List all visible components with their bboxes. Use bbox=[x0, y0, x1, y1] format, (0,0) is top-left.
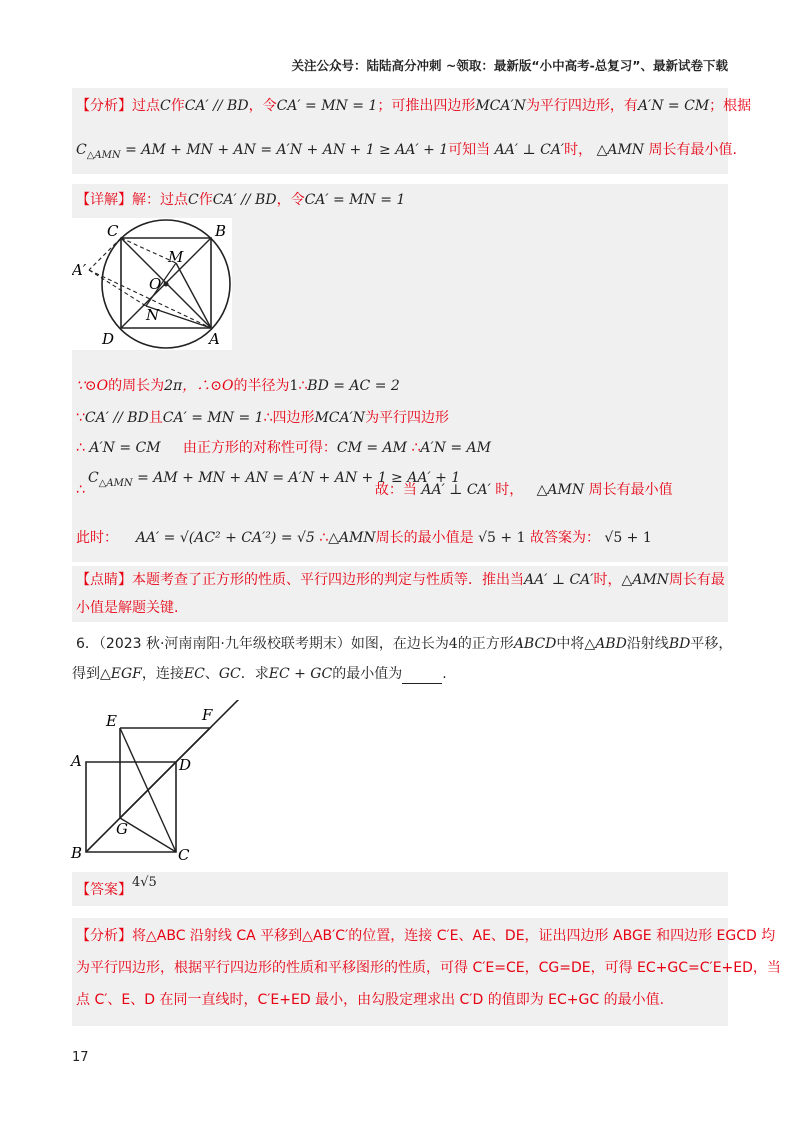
math: C bbox=[76, 142, 87, 158]
text: ；可推出四边形 bbox=[377, 98, 476, 114]
text: ；根据 bbox=[709, 98, 752, 114]
page-number: 17 bbox=[72, 1050, 89, 1065]
math: EC bbox=[183, 666, 205, 682]
comment-block-1 bbox=[72, 566, 728, 622]
answer-value: 4√5 bbox=[132, 875, 157, 890]
translation-square-figure bbox=[68, 700, 258, 865]
text: 故答案为： bbox=[529, 530, 600, 546]
text: ∴ bbox=[319, 530, 329, 546]
text: 时， bbox=[564, 142, 593, 158]
text: 、 bbox=[204, 666, 219, 682]
math: ABCD bbox=[513, 636, 557, 652]
label-C: C bbox=[107, 222, 119, 240]
math: ，∴⊙O bbox=[182, 378, 234, 394]
text: 的周长为 bbox=[108, 378, 165, 394]
math: √5 + 1 bbox=[604, 530, 652, 546]
text: 且 bbox=[148, 410, 163, 426]
analysis-block-6 bbox=[72, 918, 781, 1026]
math: CA′ // BD bbox=[84, 410, 149, 426]
math: A′N = AM bbox=[420, 440, 491, 456]
text: 小值是解题关键. bbox=[76, 600, 179, 616]
analysis-6-line-3: 点 C′、E、D 在同一直线时，C′E+ED 最小，由勾股定理求出 C′D 的值即为 EC+GC 的最小值. bbox=[76, 992, 665, 1008]
math: CA′ = MN = 1 bbox=[162, 410, 264, 426]
text: 由正方形的对称性可得： bbox=[182, 440, 337, 456]
math: BD = AC = 2 bbox=[307, 378, 400, 394]
label-B: B bbox=[71, 844, 83, 862]
math: MCA′N bbox=[314, 410, 366, 426]
math-subscript: △AMN bbox=[98, 477, 133, 489]
text: 平移， bbox=[690, 636, 733, 652]
label-O: O bbox=[149, 275, 162, 293]
label-A-prime: A′ bbox=[72, 261, 87, 279]
math: A′N = CM bbox=[637, 98, 710, 114]
question-6-line-2 bbox=[72, 664, 447, 684]
text: 周长有最 bbox=[668, 572, 725, 588]
answer-blank bbox=[402, 669, 442, 684]
answer-line bbox=[76, 875, 157, 901]
text: ∵ bbox=[76, 410, 85, 426]
math: 1 bbox=[289, 378, 299, 394]
text: ，令 bbox=[276, 192, 305, 208]
text: ∴ bbox=[411, 440, 421, 456]
text: 的最小值为 bbox=[332, 666, 403, 682]
math: △AMN bbox=[328, 530, 376, 546]
math: △EGF bbox=[100, 666, 142, 682]
math: ∵⊙O bbox=[76, 378, 109, 394]
label-D: D bbox=[102, 330, 115, 348]
analysis-6-line-1: 【分析】将△ABC 沿射线 CA 平移到△AB′C′的位置，连接 C′E、AE、DE，证出四边形 ABGE 和四边形 EGCD 均 bbox=[76, 928, 776, 944]
text: 为平行四边形，有 bbox=[525, 98, 638, 114]
text: ．求 bbox=[240, 666, 269, 682]
detail-label: 【详解】解：过点 bbox=[76, 192, 188, 208]
math: √5 + 1 bbox=[478, 530, 526, 546]
text: ，连接 bbox=[141, 666, 184, 682]
circle-square-figure bbox=[72, 218, 232, 350]
math-subscript: △AMN bbox=[86, 149, 121, 161]
text: ∴ bbox=[298, 378, 308, 394]
text: 周长有最小值. bbox=[648, 142, 737, 158]
detail-step-5 bbox=[76, 528, 652, 548]
math: = AM + MN + AN = A′N + AN + 1 ≥ AA′ + 1 bbox=[120, 142, 449, 158]
analysis-line-2 bbox=[76, 140, 737, 166]
math: AA′ = √(AC² + CA′²) = √5 bbox=[135, 530, 315, 546]
text: 的半径为 bbox=[233, 378, 290, 394]
analysis-block-1 bbox=[72, 88, 752, 174]
math: AA′ ⊥ CA′ bbox=[421, 482, 491, 498]
detail-step-1 bbox=[76, 376, 400, 396]
page-header: 关注公众号：陆陆高分冲刺 ~领取：最新版“小中高考-总复习”、最新试卷下载 bbox=[291, 58, 728, 73]
text: 中将 bbox=[556, 636, 585, 652]
math: △AMN bbox=[536, 482, 585, 498]
math: △AMN bbox=[596, 142, 645, 158]
label-E: E bbox=[106, 712, 117, 730]
text: 可知当 bbox=[448, 142, 491, 158]
text: 作 bbox=[170, 98, 185, 114]
math: △ABD bbox=[584, 636, 627, 652]
detail-block-1 bbox=[72, 184, 728, 562]
label-M: M bbox=[168, 248, 184, 266]
text: ∴ bbox=[76, 482, 85, 498]
math: △AMN bbox=[621, 572, 669, 588]
text: 故：当 bbox=[374, 482, 417, 498]
math: AA′ ⊥ CA′ bbox=[494, 142, 565, 158]
analysis-line-1 bbox=[76, 96, 751, 116]
analysis-6-line-2: 为平行四边形，根据平行四边形的性质和平移图形的性质，可得 C′E=CE，CG=DE，可得 EC+GC=C′E+ED，当 bbox=[76, 960, 781, 976]
text: 沿射线 bbox=[626, 636, 669, 652]
math: CA′ = MN = 1 bbox=[276, 98, 378, 114]
label-D: D bbox=[179, 756, 192, 774]
text: 得到 bbox=[72, 666, 100, 682]
analysis-label: 【分析】过点 bbox=[76, 98, 160, 114]
math: C bbox=[160, 98, 171, 114]
text: ∴ bbox=[76, 440, 85, 456]
math: = AM + MN + AN = A′N + AN + 1 ≥ AA′ + 1 bbox=[132, 470, 461, 486]
math: CA′ // BD bbox=[184, 98, 249, 114]
text: 【点睛】本题考查了正方形的性质、平行四边形的判定与性质等．推出当 bbox=[76, 572, 524, 588]
text: 作 bbox=[198, 192, 213, 208]
math: MCA′N bbox=[475, 98, 526, 114]
comment-line-2 bbox=[76, 598, 178, 618]
math: 2π bbox=[164, 378, 183, 394]
label-G: G bbox=[116, 820, 128, 838]
comment-line-1 bbox=[76, 570, 725, 590]
label-N: N bbox=[146, 306, 160, 324]
math: CA′ // BD bbox=[212, 192, 277, 208]
answer-block-6 bbox=[72, 872, 728, 906]
text: ∴四边形 bbox=[263, 410, 315, 426]
math: CA′ = MN = 1 bbox=[304, 192, 406, 208]
detail-step-3 bbox=[76, 438, 491, 458]
text: 为平行四边形 bbox=[365, 410, 450, 426]
label-C: C bbox=[178, 846, 190, 864]
math: 4 bbox=[448, 636, 458, 652]
text: 6．（2023 秋·河南南阳·九年级校联考期末）如图，在边长为 bbox=[76, 636, 449, 652]
text: 此时： bbox=[76, 530, 118, 546]
question-6-line-1 bbox=[76, 634, 732, 654]
text: 的正方形 bbox=[457, 636, 514, 652]
detail-line-1 bbox=[76, 190, 405, 210]
text: 时， bbox=[593, 572, 622, 588]
math: C bbox=[88, 470, 99, 486]
text: 时， bbox=[495, 482, 524, 498]
math: A′N = CM bbox=[89, 440, 161, 456]
math: GC bbox=[218, 666, 241, 682]
math: C bbox=[188, 192, 199, 208]
detail-step-2 bbox=[76, 408, 449, 428]
math: EC + GC bbox=[268, 666, 333, 682]
text: 周长的最小值是 bbox=[375, 530, 474, 546]
math: AA′ ⊥ CA′ bbox=[524, 572, 594, 588]
math: BD bbox=[668, 636, 691, 652]
label-F: F bbox=[202, 706, 213, 724]
label-A: A bbox=[71, 752, 82, 770]
answer-label: 【答案】 bbox=[76, 882, 132, 898]
text: . bbox=[442, 666, 447, 682]
math: CM = AM bbox=[336, 440, 407, 456]
text: ，令 bbox=[248, 98, 277, 114]
label-A: A bbox=[209, 330, 220, 348]
label-B: B bbox=[215, 222, 227, 240]
text: 周长有最小值 bbox=[588, 482, 673, 498]
